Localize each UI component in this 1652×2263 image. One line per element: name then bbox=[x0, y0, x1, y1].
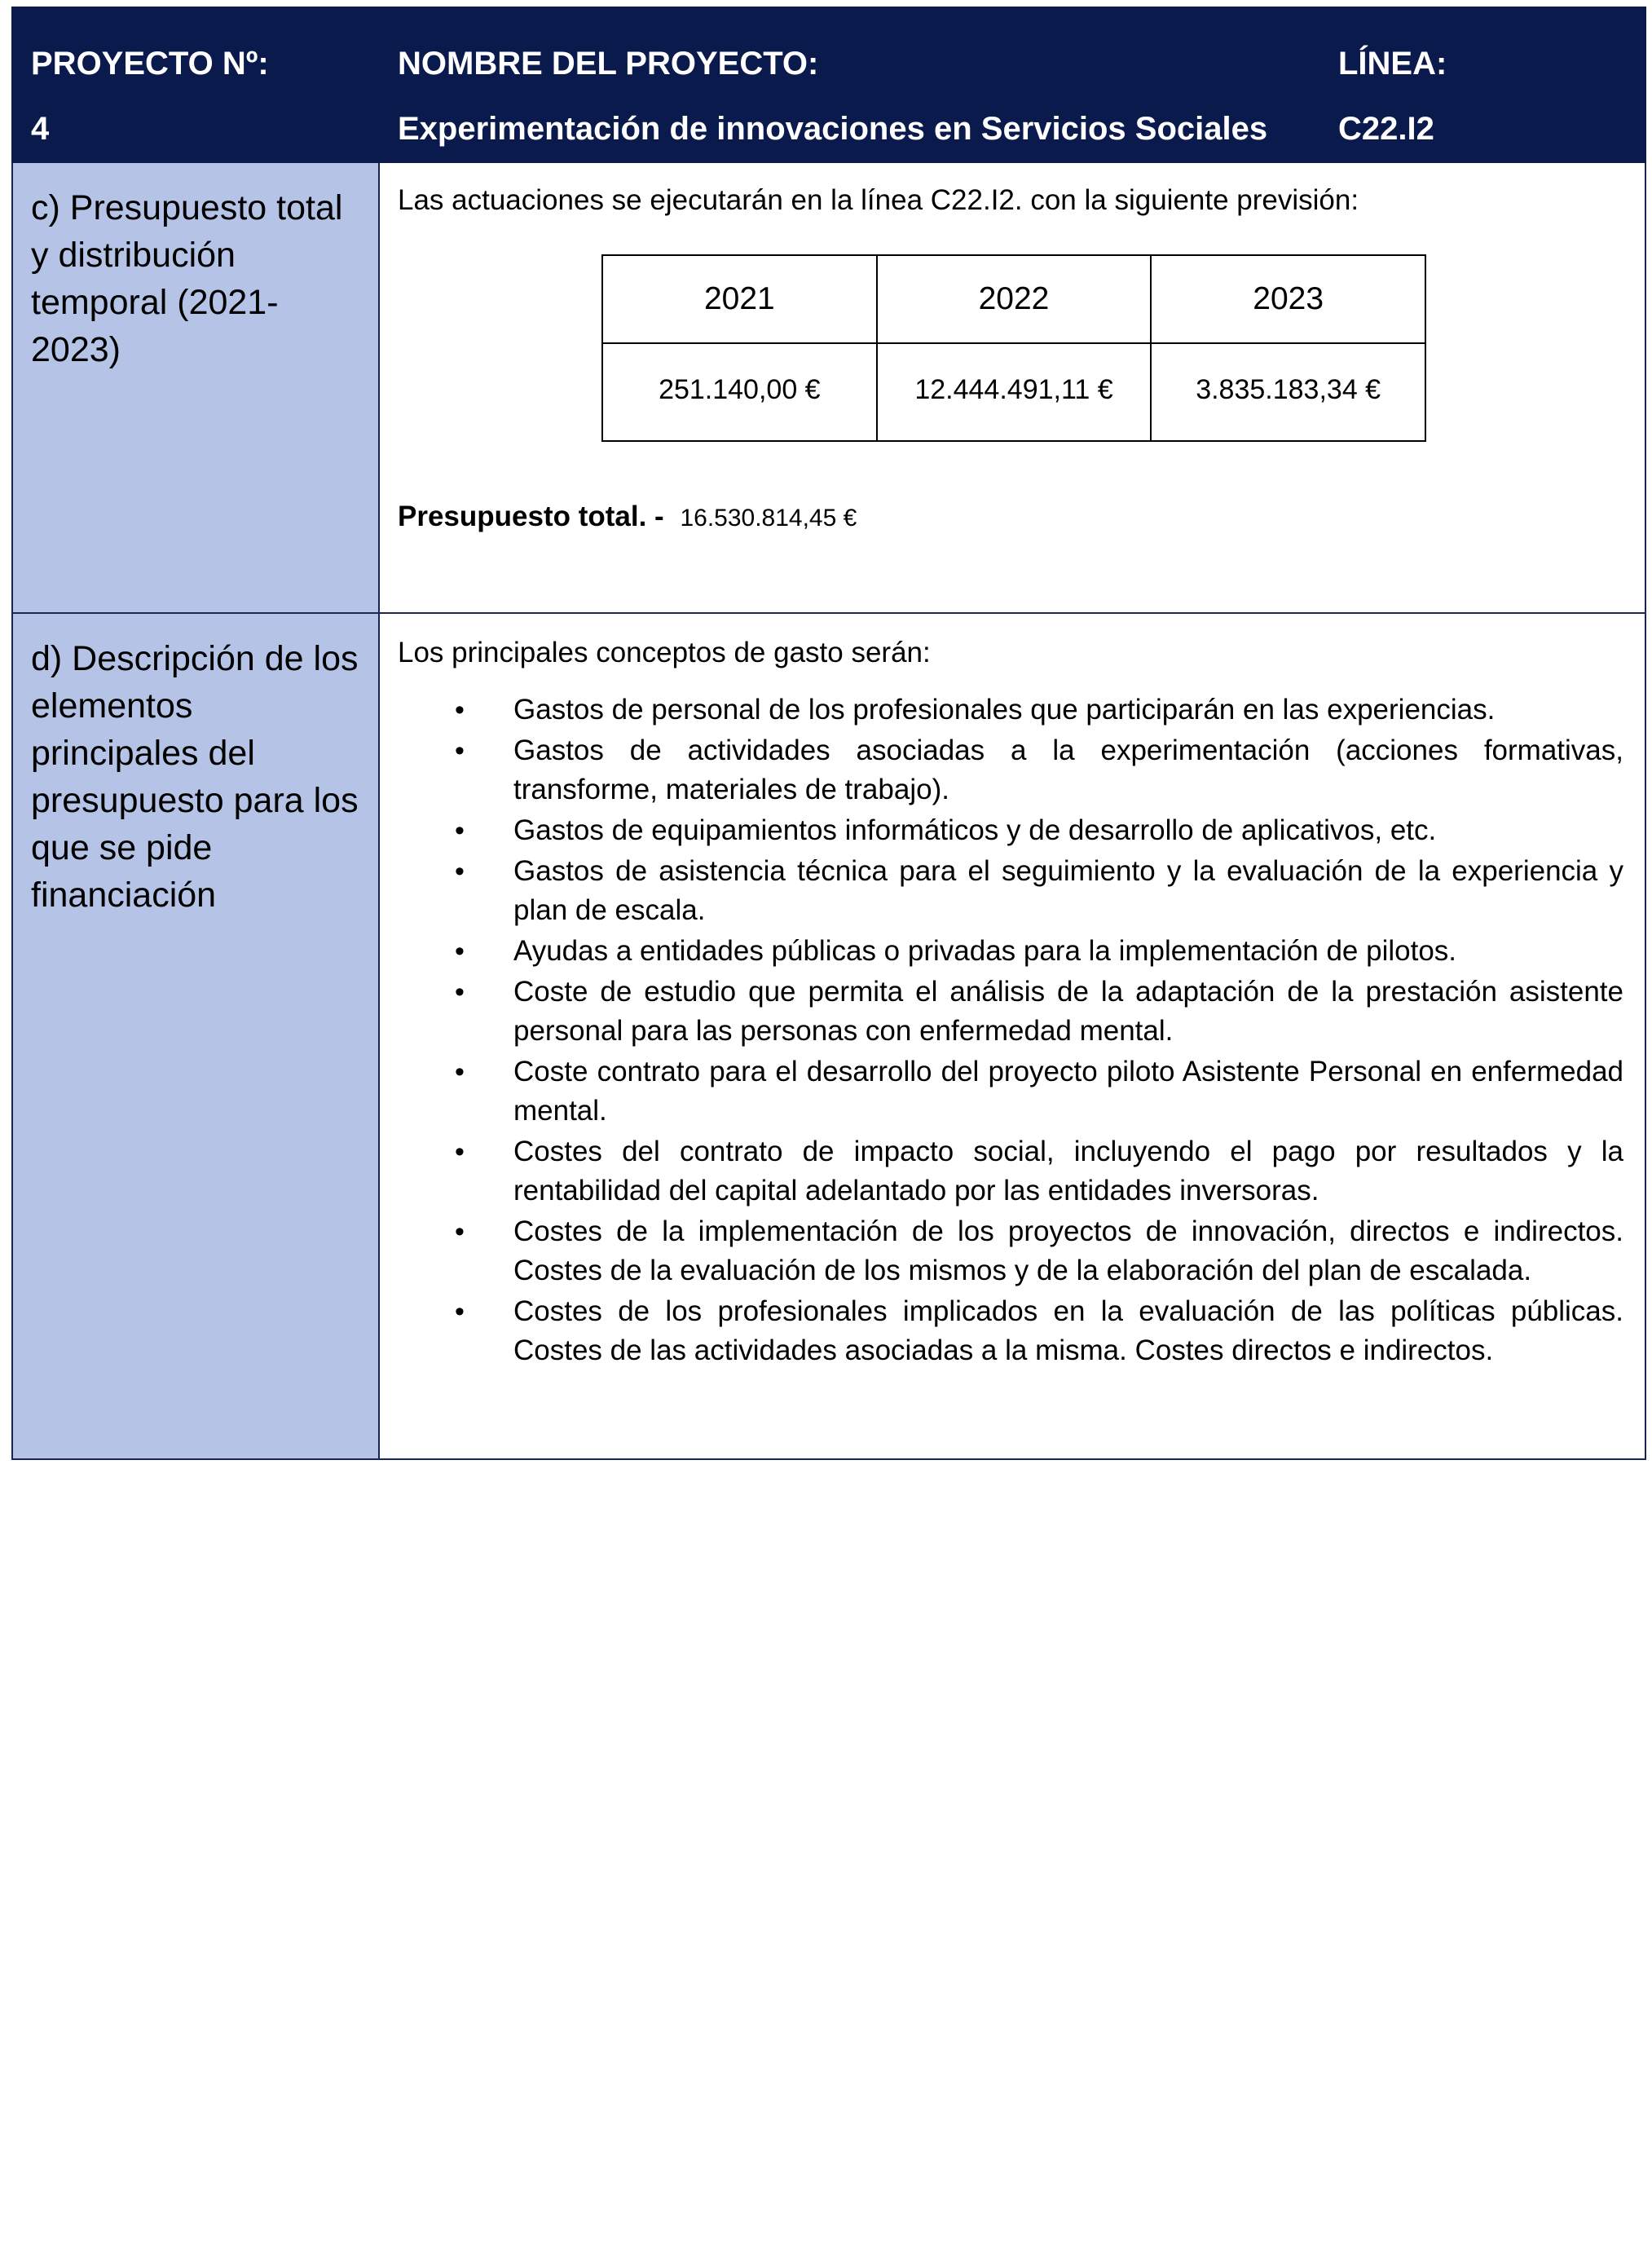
section-c-label-cell bbox=[12, 162, 379, 613]
list-item: • Gastos de equipamientos informáticos y de desarrollo de aplicativos, etc. bbox=[513, 811, 1623, 850]
nombre-label: NOMBRE DEL PROYECTO: bbox=[398, 46, 819, 82]
budget-values-row bbox=[602, 343, 1425, 441]
budget-value-2023: 3.835.183,34 € bbox=[1151, 343, 1425, 441]
list-item: • Gastos de asistencia técnica para el seguimiento y la evaluación de la experiencia y plan de escala. bbox=[513, 852, 1623, 930]
project-sheet-table bbox=[11, 7, 1646, 1460]
bullet-icon: • bbox=[455, 1296, 465, 1327]
budget-total-value: 16.530.814,45 € bbox=[680, 505, 857, 532]
bullet-icon: • bbox=[455, 1057, 465, 1087]
list-item: • Costes de la implementación de los proyectos de innovación, directos e indirectos. Costes de la evaluación de los mismos y de la elaboración del plan de escalada. bbox=[513, 1212, 1623, 1290]
budget-year-2021: 2021 bbox=[602, 255, 877, 343]
section-c-content bbox=[379, 162, 1645, 613]
budget-years-row bbox=[602, 255, 1425, 343]
budget-year-2023: 2023 bbox=[1151, 255, 1425, 343]
list-item: • Coste de estudio que permita el análisis de la adaptación de la prestación asistente personal para las personas con enfermedad mental. bbox=[513, 973, 1623, 1051]
list-item: • Gastos de actividades asociadas a la experimentación (acciones formativas, transforme, materiales de trabajo). bbox=[513, 731, 1623, 809]
proyecto-value: 4 bbox=[31, 111, 50, 147]
bullet-icon: • bbox=[455, 1136, 465, 1167]
budget-table bbox=[601, 254, 1426, 442]
list-item: • Gastos de personal de los profesionales que participarán en las experiencias. bbox=[513, 690, 1623, 730]
section-d-label: d) Descripción de los elementos principales del presupuesto para los que se pide financiación bbox=[31, 639, 359, 915]
budget-total-label: Presupuesto total. - bbox=[398, 501, 664, 532]
bullet-icon: • bbox=[455, 695, 465, 726]
section-c-intro: Las actuaciones se ejecutarán en la línea C22.I2. con la siguiente previsión: bbox=[398, 184, 1359, 216]
header-proyecto-cell bbox=[12, 7, 379, 162]
section-d-content bbox=[379, 613, 1645, 1459]
budget-value-2022: 12.444.491,11 € bbox=[877, 343, 1152, 441]
bullet-icon: • bbox=[455, 1216, 465, 1247]
budget-value-2021: 251.140,00 € bbox=[602, 343, 877, 441]
bullet-icon: • bbox=[455, 977, 465, 1008]
bullet-icon: • bbox=[455, 815, 465, 846]
list-item: • Costes de los profesionales implicados en la evaluación de las políticas públicas. Costes de las actividades asociadas a la misma. Costes directos e indirectos. bbox=[513, 1292, 1623, 1370]
section-c-label: c) Presupuesto total y distribución temporal (2021-2023) bbox=[31, 188, 343, 369]
list-item: • Ayudas a entidades públicas o privadas para la implementación de pilotos. bbox=[513, 932, 1623, 971]
expense-list bbox=[380, 690, 1645, 1370]
budget-year-2022: 2022 bbox=[877, 255, 1152, 343]
bullet-icon: • bbox=[455, 735, 465, 766]
proyecto-label: PROYECTO Nº: bbox=[31, 46, 269, 82]
budget-total bbox=[398, 497, 1645, 538]
list-item: • Coste contrato para el desarrollo del proyecto piloto Asistente Personal en enfermedad mental. bbox=[513, 1052, 1623, 1131]
nombre-value: Experimentación de innovaciones en Servicios Sociales bbox=[398, 111, 1268, 147]
list-item: • Costes del contrato de impacto social, incluyendo el pago por resultados y la rentabilidad del capital adelantado por las entidades inversoras. bbox=[513, 1132, 1623, 1211]
section-d-row bbox=[12, 613, 1645, 1459]
section-d-label-cell bbox=[12, 613, 379, 1459]
linea-value: C22.I2 bbox=[1338, 111, 1434, 147]
section-d-intro: Los principales conceptos de gasto serán: bbox=[398, 637, 931, 668]
bullet-icon: • bbox=[455, 936, 465, 967]
linea-label: LÍNEA: bbox=[1338, 46, 1447, 82]
header-row bbox=[12, 7, 1645, 162]
section-c-row bbox=[12, 162, 1645, 613]
header-nombre-cell bbox=[379, 7, 1319, 162]
bullet-icon: • bbox=[455, 856, 465, 887]
header-linea-cell bbox=[1319, 7, 1645, 162]
